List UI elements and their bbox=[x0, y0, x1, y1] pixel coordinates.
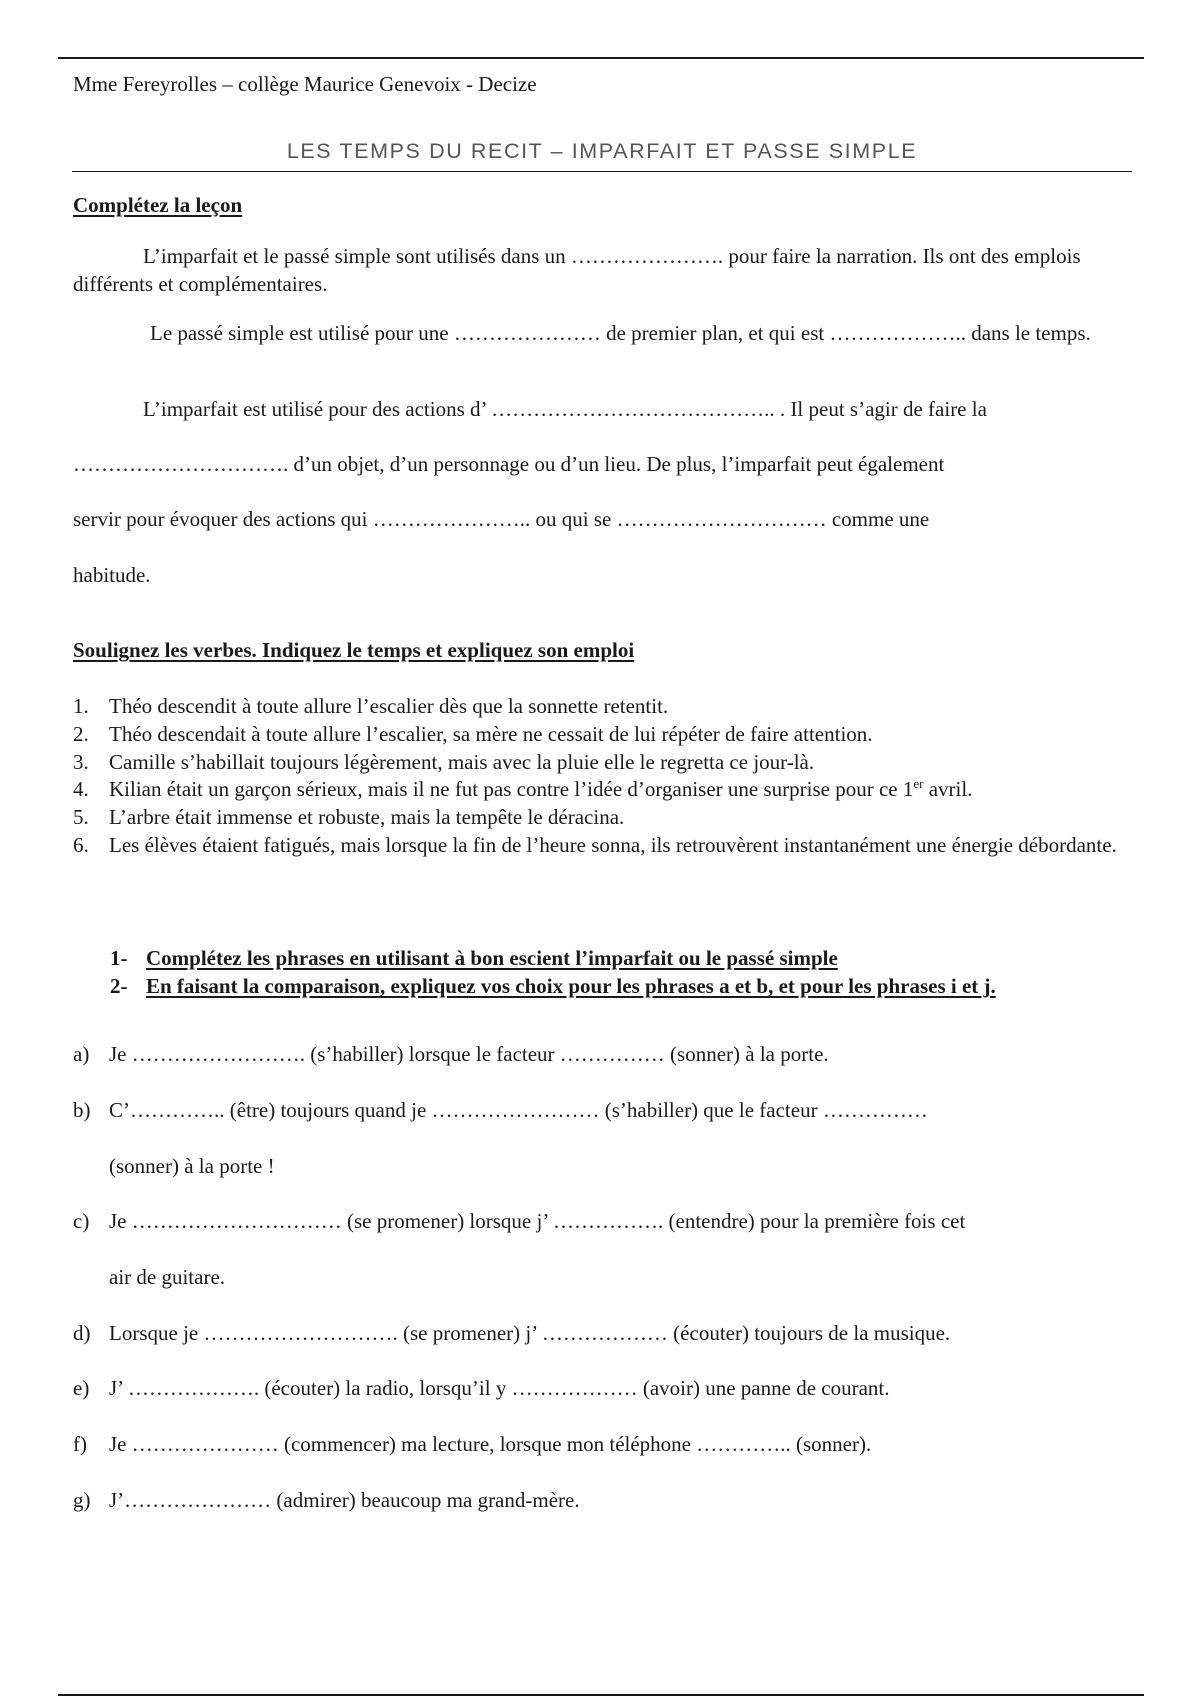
exercise-d bbox=[73, 1319, 950, 1347]
list-item-text-end: avril. bbox=[923, 777, 973, 802]
exercise-g bbox=[73, 1486, 580, 1514]
exercise-text: Je ………………… (commencer) ma lecture, lorsque mon téléphone ………….. (sonner). bbox=[109, 1432, 872, 1456]
list-item bbox=[73, 804, 1153, 832]
lesson-paragraph-3-line-3: servir pour évoquer des actions qui ………………….. ou qui se ………………………… comme une bbox=[73, 507, 930, 531]
verbs-heading: Soulignez les verbes. Indiquez le temps et expliquez son emploi bbox=[73, 638, 635, 662]
instruction-number: 2- bbox=[110, 974, 128, 998]
exercise-letter: f) bbox=[73, 1432, 87, 1456]
list-item-text: Kilian était un garçon sérieux, mais il ne fut pas contre l’idée d’organiser une surprise pour ce 1 bbox=[109, 777, 914, 802]
list-item-text: Théo descendait à toute allure l’escalier, sa mère ne cessait de lui répéter de faire attention. bbox=[109, 721, 873, 746]
list-item bbox=[73, 721, 1153, 749]
exercise-text: Je ………………………… (se promener) lorsque j’ ……………. (entendre) pour la première fois cet bbox=[109, 1209, 966, 1233]
exercise-letter: c) bbox=[73, 1209, 90, 1233]
exercise-letter: g) bbox=[73, 1488, 91, 1512]
exercise-text: J’………………… (admirer) beaucoup ma grand-mère. bbox=[109, 1488, 580, 1512]
instruction-number: 1- bbox=[110, 946, 128, 970]
author-line: Mme Fereyrolles – collège Maurice Genevoix - Decize bbox=[73, 72, 537, 96]
list-item-text: Les élèves étaient fatigués, mais lorsque la fin de l’heure sonna, ils retrouvèrent instantanément une énergie débordante. bbox=[109, 832, 1117, 857]
exercise-c-continuation: air de guitare. bbox=[109, 1265, 226, 1289]
lesson-heading: Complétez la leçon bbox=[73, 193, 243, 217]
lesson-paragraph-2-text: Le passé simple est utilisé pour une ………………… de premier plan, et qui est ……………….. dans le temps. bbox=[150, 321, 1091, 345]
exercise-letter: e) bbox=[73, 1376, 90, 1400]
exercise-f bbox=[73, 1430, 871, 1458]
page-title: LES TEMPS DU RECIT – IMPARFAIT ET PASSE SIMPLE bbox=[286, 139, 918, 163]
title-rule bbox=[72, 171, 1132, 172]
list-item bbox=[73, 776, 1153, 804]
list-item-number: 4. bbox=[73, 777, 89, 802]
bottom-rule bbox=[58, 1694, 1144, 1696]
list-item-number: 1. bbox=[73, 694, 89, 718]
list-item-number: 2. bbox=[73, 721, 89, 746]
exercise-c bbox=[73, 1207, 965, 1235]
instructions-list bbox=[110, 944, 1150, 1000]
list-item-text: Théo descendit à toute allure l’escalier dès que la sonnette retentit. bbox=[109, 694, 669, 718]
exercise-letter: d) bbox=[73, 1321, 91, 1345]
lesson-paragraph-3-line-1 bbox=[73, 395, 1135, 423]
list-item bbox=[73, 832, 1153, 860]
exercise-e bbox=[73, 1374, 890, 1402]
lesson-paragraph-1 bbox=[73, 242, 1135, 298]
instruction-text: Complétez les phrases en utilisant à bon escient l’imparfait ou le passé simple bbox=[146, 946, 838, 970]
exercise-b bbox=[73, 1096, 928, 1124]
top-rule bbox=[58, 57, 1144, 59]
list-item-number: 5. bbox=[73, 805, 89, 830]
exercise-letter: b) bbox=[73, 1098, 91, 1122]
exercise-text: Je ……………………. (s’habiller) lorsque le facteur …………… (sonner) à la porte. bbox=[109, 1042, 829, 1066]
lesson-paragraph-3-line-4: habitude. bbox=[73, 563, 151, 587]
instruction-item bbox=[110, 972, 1150, 1000]
list-item-text: L’arbre était immense et robuste, mais la tempête le déracina. bbox=[109, 805, 625, 830]
exercise-text: J’ ………………. (écouter) la radio, lorsqu’il y ……………… (avoir) une panne de courant. bbox=[109, 1376, 890, 1400]
exercise-text: C’………….. (être) toujours quand je …………………… (s’habiller) que le facteur …………… bbox=[109, 1098, 928, 1122]
exercise-letter: a) bbox=[73, 1042, 90, 1066]
lesson-paragraph-3-line-1-text: L’imparfait est utilisé pour des actions d’ ………………………………….. . Il peut s’agir de faire la bbox=[143, 397, 987, 421]
instruction-item bbox=[110, 944, 1150, 972]
exercise-b-continuation: (sonner) à la porte ! bbox=[109, 1154, 275, 1178]
superscript: er bbox=[913, 776, 924, 792]
verbs-list bbox=[73, 693, 1153, 860]
lesson-paragraph-1-text: L’imparfait et le passé simple sont utilisés dans un …………………. pour faire la narration. Ils ont des emplois différents et complémentaires. bbox=[73, 244, 1081, 296]
instruction-text: En faisant la comparaison, expliquez vos choix pour les phrases a et b, et pour les phrases i et j. bbox=[146, 974, 996, 998]
exercise-text: Lorsque je ………………………. (se promener) j’ ……………… (écouter) toujours de la musique. bbox=[109, 1321, 951, 1345]
list-item-text: Camille s’habillait toujours légèrement, mais avec la pluie elle le regretta ce jour-là. bbox=[109, 749, 815, 774]
list-item bbox=[73, 749, 1153, 777]
lesson-paragraph-2 bbox=[73, 319, 1135, 347]
list-item-number: 6. bbox=[73, 832, 89, 857]
list-item bbox=[73, 693, 1153, 721]
lesson-paragraph-3-line-2: …………………………. d’un objet, d’un personnage ou d’un lieu. De plus, l’imparfait peut également bbox=[73, 452, 945, 476]
list-item-number: 3. bbox=[73, 749, 89, 774]
exercise-a bbox=[73, 1040, 829, 1068]
